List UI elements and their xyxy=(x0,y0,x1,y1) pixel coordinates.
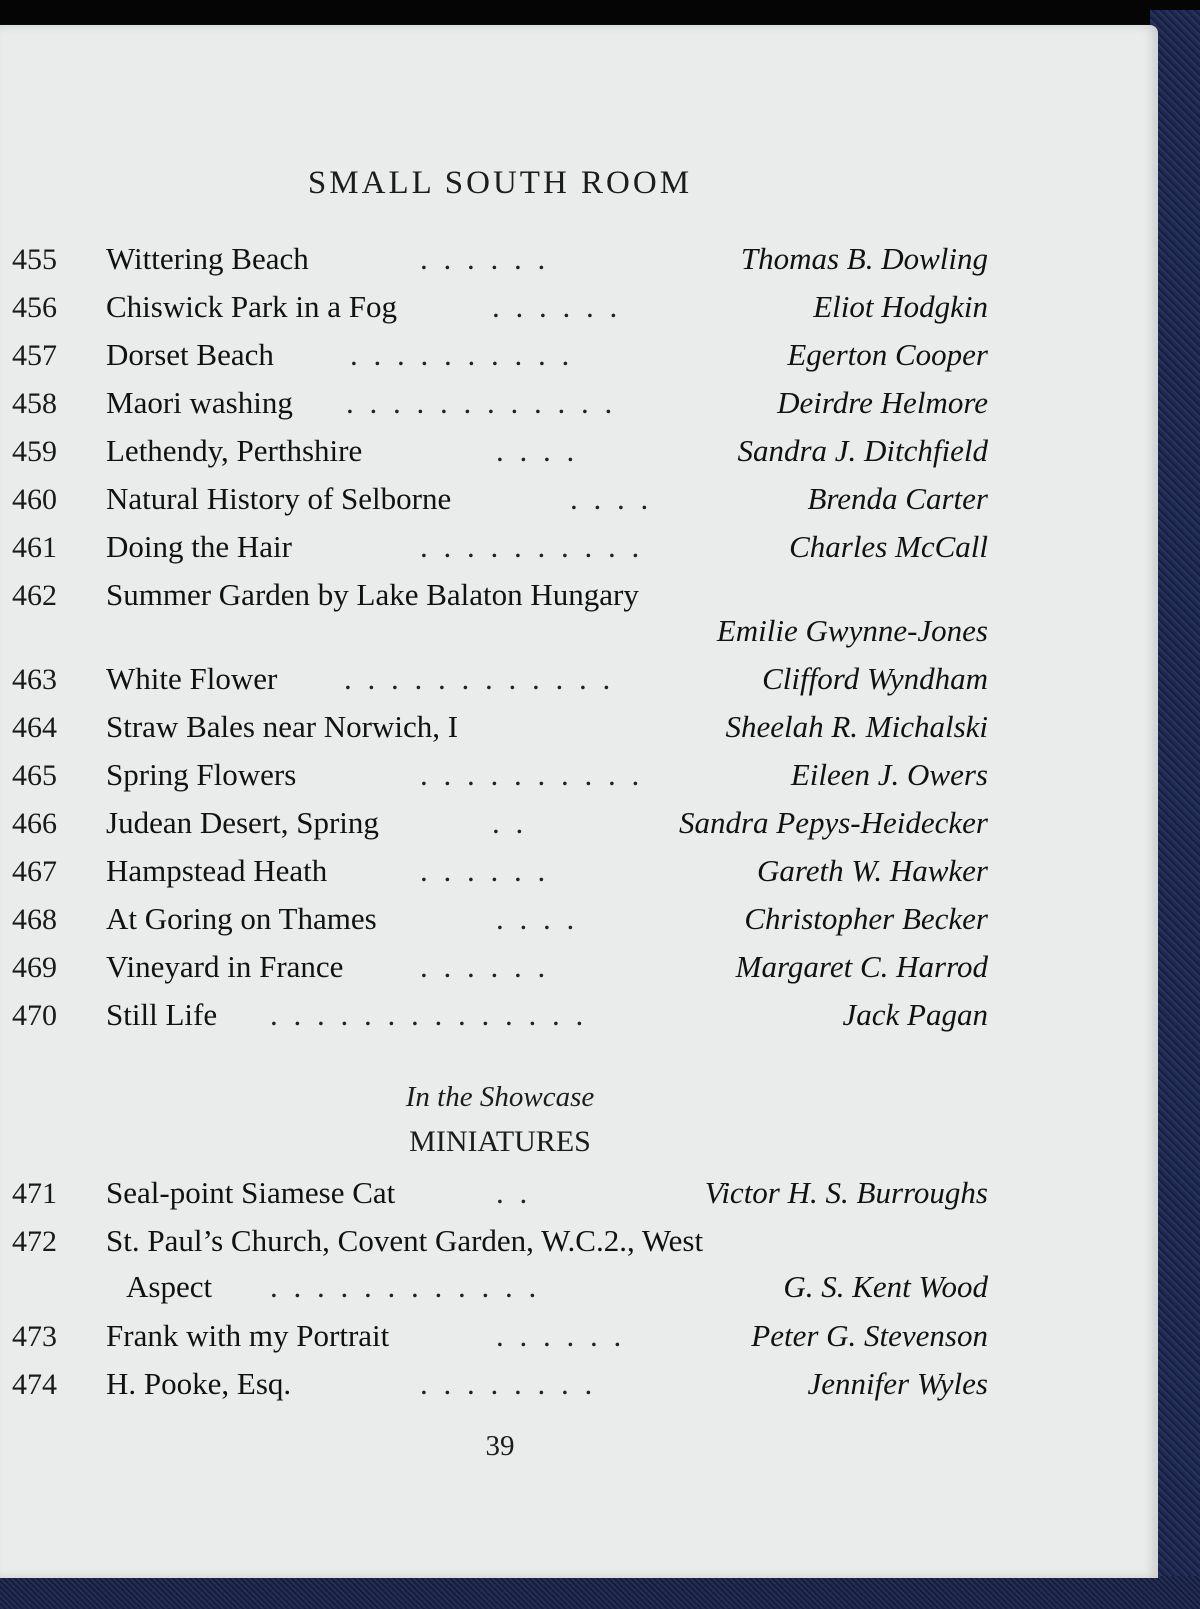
entry-number: 468 xyxy=(12,903,57,936)
entry-number: 469 xyxy=(12,951,57,984)
list-item xyxy=(0,707,1000,755)
entry-number: 462 xyxy=(12,579,57,612)
entry-artist: G. S. Kent Wood xyxy=(783,1269,988,1304)
leader-dots: . . . . . . . . . . . . xyxy=(270,1269,541,1304)
entry-artist: Thomas B. Dowling xyxy=(740,241,988,276)
entry-artist: Eileen J. Owers xyxy=(790,757,988,792)
room-heading: SMALL SOUTH ROOM xyxy=(307,165,693,201)
entry-artist: Brenda Carter xyxy=(807,481,988,516)
entry-artist: Sandra J. Ditchfield xyxy=(737,433,988,468)
entry-title: Seal-point Siamese Cat xyxy=(106,1175,396,1210)
entry-artist: Peter G. Stevenson xyxy=(751,1318,988,1353)
book-cover-bottom xyxy=(0,1576,1200,1609)
list-item xyxy=(0,851,1000,899)
miniatures-heading: MINIATURES xyxy=(409,1125,591,1158)
leader-dots: . . . . . . xyxy=(420,949,550,984)
entry-artist: Charles McCall xyxy=(789,529,988,564)
entry-artist: Gareth W. Hawker xyxy=(756,853,988,888)
entry-number: 456 xyxy=(12,291,57,324)
entry-title: St. Paul’s Church, Covent Garden, W.C.2., West xyxy=(106,1223,704,1258)
entry-artist: Jack Pagan xyxy=(842,997,988,1032)
entry-artist: Egerton Cooper xyxy=(787,337,988,372)
entry-title: At Goring on Thames xyxy=(106,901,377,936)
leader-dots: . . . . . . xyxy=(492,289,622,324)
entry-number: 458 xyxy=(12,387,57,420)
entry-list xyxy=(0,239,1000,1043)
showcase-label: In the Showcase xyxy=(405,1081,595,1113)
entry-title: Dorset Beach xyxy=(106,337,274,372)
entry-title: Chiswick Park in a Fog xyxy=(106,289,398,324)
list-item xyxy=(0,1316,1000,1364)
list-item xyxy=(0,575,1000,659)
entry-title: White Flower xyxy=(106,661,278,696)
entry-title-continued: Aspect xyxy=(126,1269,213,1304)
leader-dots: . . . . . . . . . . . . . . xyxy=(270,997,588,1032)
entry-number: 459 xyxy=(12,435,57,468)
list-item xyxy=(0,383,1000,431)
catalogue-page xyxy=(0,25,1158,1578)
list-item xyxy=(0,527,1000,575)
entry-number: 472 xyxy=(12,1225,57,1258)
entry-artist: Eliot Hodgkin xyxy=(813,289,988,324)
entry-number: 474 xyxy=(12,1368,57,1401)
leader-dots: . . . . . . . . . . xyxy=(420,757,644,792)
list-item xyxy=(0,335,1000,383)
entry-number: 470 xyxy=(12,999,57,1032)
list-item xyxy=(0,803,1000,851)
entry-title: Summer Garden by Lake Balaton Hungary xyxy=(106,577,639,612)
list-item xyxy=(0,1364,1000,1412)
leader-dots: . . . . . . xyxy=(420,853,550,888)
entry-number: 455 xyxy=(12,243,57,276)
leader-dots: . . . . . . . . . . . . xyxy=(346,385,617,420)
leader-dots: . . . . xyxy=(496,433,579,468)
entry-artist: Jennifer Wyles xyxy=(807,1366,988,1401)
leader-dots: . . . . . . xyxy=(420,241,550,276)
entry-artist: Clifford Wyndham xyxy=(762,661,988,696)
entry-artist: Emilie Gwynne-Jones xyxy=(716,613,988,648)
list-item xyxy=(0,287,1000,335)
entry-artist: Sheelah R. Michalski xyxy=(725,709,988,744)
entry-title: Natural History of Selborne xyxy=(106,481,452,516)
leader-dots: . . . . . . . . xyxy=(420,1366,597,1401)
entry-title: Maori washing xyxy=(106,385,293,420)
entry-title: Judean Desert, Spring xyxy=(106,805,379,840)
entry-artist: Victor H. S. Burroughs xyxy=(704,1175,988,1210)
entry-number: 457 xyxy=(12,339,57,372)
entry-title: Doing the Hair xyxy=(106,529,292,564)
page-number: 39 xyxy=(485,1430,515,1462)
list-item xyxy=(0,899,1000,947)
leader-dots: . . xyxy=(492,805,528,840)
entry-number: 466 xyxy=(12,807,57,840)
entry-number: 463 xyxy=(12,663,57,696)
leader-dots: . . . . . . . . . . xyxy=(420,529,644,564)
leader-dots: . . . . . . . . . . . . xyxy=(344,661,615,696)
leader-dots: . . . . xyxy=(570,481,653,516)
miniatures-list xyxy=(0,1173,1000,1412)
entry-title: H. Pooke, Esq. xyxy=(106,1366,292,1401)
list-item xyxy=(0,659,1000,707)
entry-number: 461 xyxy=(12,531,57,564)
entry-title: Straw Bales near Norwich, I xyxy=(106,709,459,744)
entry-number: 467 xyxy=(12,855,57,888)
entry-title: Spring Flowers xyxy=(106,757,297,792)
entry-title: Still Life xyxy=(106,997,218,1032)
entry-title: Vineyard in France xyxy=(106,949,344,984)
entry-title: Hampstead Heath xyxy=(106,853,328,888)
entry-number: 473 xyxy=(12,1320,57,1353)
list-item xyxy=(0,431,1000,479)
list-item xyxy=(0,239,1000,287)
list-item xyxy=(0,947,1000,995)
entry-artist: Deirdre Helmore xyxy=(777,385,988,420)
entry-number: 471 xyxy=(12,1177,57,1210)
entry-title: Wittering Beach xyxy=(106,241,309,276)
list-item xyxy=(0,479,1000,527)
entry-number: 460 xyxy=(12,483,57,516)
leader-dots: . . . . . . . . . . xyxy=(350,337,574,372)
leader-dots: . . . . . . xyxy=(496,1318,626,1353)
entry-number: 464 xyxy=(12,711,57,744)
entry-title: Lethendy, Perthshire xyxy=(106,433,363,468)
top-edge xyxy=(0,0,1200,24)
leader-dots: . . . . xyxy=(496,901,579,936)
entry-artist: Margaret C. Harrod xyxy=(735,949,988,984)
list-item xyxy=(0,1173,1000,1221)
entry-number: 465 xyxy=(12,759,57,792)
list-item xyxy=(0,995,1000,1043)
list-item xyxy=(0,755,1000,803)
entry-title: Frank with my Portrait xyxy=(106,1318,390,1353)
leader-dots: . . xyxy=(496,1175,532,1210)
entry-artist: Christopher Becker xyxy=(744,901,988,936)
entry-artist: Sandra Pepys-Heidecker xyxy=(678,805,988,840)
list-item xyxy=(0,1221,1000,1316)
